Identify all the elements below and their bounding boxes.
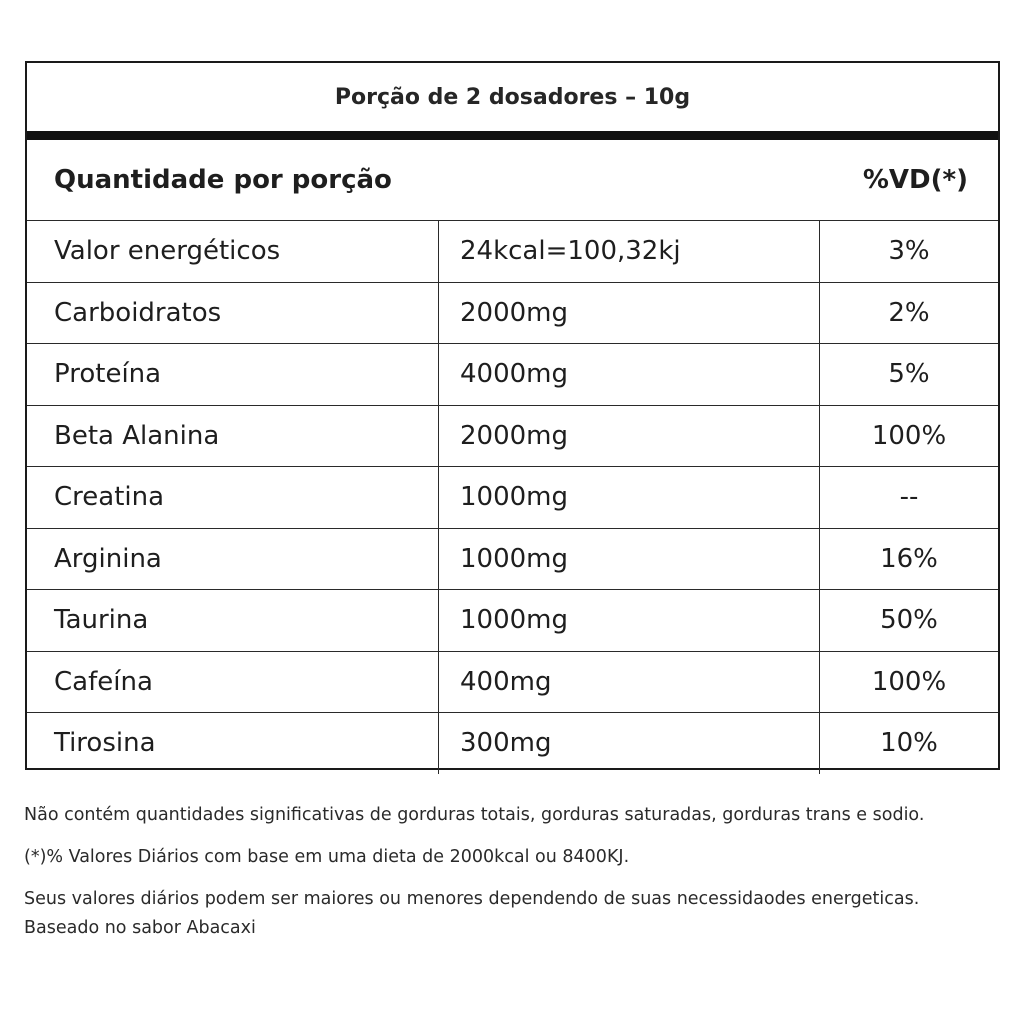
table-row xyxy=(27,221,998,282)
nutrient-amount: 1000mg xyxy=(439,528,820,590)
nutrient-daily-value: 16% xyxy=(820,528,999,590)
nutrient-amount: 400mg xyxy=(439,651,820,713)
nutrient-daily-value: 100% xyxy=(820,651,999,713)
nutrition-table xyxy=(25,61,1000,770)
nutrient-amount: 4000mg xyxy=(439,344,820,406)
nutrient-amount: 300mg xyxy=(439,713,820,774)
portion-size: Porção de 2 dosadores – 10g xyxy=(334,84,691,110)
table-row xyxy=(27,713,998,774)
quantity-per-portion-label: Quantidade por porção xyxy=(54,165,392,195)
nutrient-name: Beta Alanina xyxy=(27,405,439,467)
nutrient-amount: 24kcal=100,32kj xyxy=(439,221,820,282)
nutrient-rows xyxy=(27,221,998,774)
nutrient-amount: 2000mg xyxy=(439,405,820,467)
table-row xyxy=(27,528,998,590)
footnotes xyxy=(24,801,984,956)
nutrient-daily-value: 10% xyxy=(820,713,999,774)
daily-value-label: %VD(*) xyxy=(862,165,968,195)
table-row xyxy=(27,651,998,713)
daily-values-basis-note: (*)% Valores Diários com base em uma dieta de 2000kcal ou 8400KJ. xyxy=(24,847,630,867)
daily-values-variation-note: Seus valores diários podem ser maiores ou menores dependendo de suas necessidaodes energeticas. Baseado no sabor Abacaxi xyxy=(24,889,920,938)
nutrient-amount: 2000mg xyxy=(439,282,820,344)
nutrient-name: Cafeína xyxy=(27,651,439,713)
nutrient-daily-value: 3% xyxy=(820,221,999,282)
quantity-header-row xyxy=(27,140,998,221)
nutrient-amount: 1000mg xyxy=(439,590,820,652)
table-row xyxy=(27,282,998,344)
nutrient-name: Tirosina xyxy=(27,713,439,774)
table-row xyxy=(27,590,998,652)
nutrient-daily-value: 5% xyxy=(820,344,999,406)
table-row xyxy=(27,405,998,467)
nutrient-daily-value: 2% xyxy=(820,282,999,344)
table-row xyxy=(27,344,998,406)
no-significant-amounts-note: Não contém quantidades significativas de gorduras totais, gorduras saturadas, gorduras trans e sodio. xyxy=(24,805,925,825)
nutrient-name: Proteína xyxy=(27,344,439,406)
nutrient-name: Creatina xyxy=(27,467,439,529)
table-row xyxy=(27,467,998,529)
header-divider xyxy=(27,131,998,140)
nutrient-name: Taurina xyxy=(27,590,439,652)
nutrient-daily-value: -- xyxy=(820,467,999,529)
nutrient-daily-value: 50% xyxy=(820,590,999,652)
nutrient-name: Valor energéticos xyxy=(54,236,281,267)
nutrient-name: Arginina xyxy=(27,528,439,590)
nutrient-amount: 1000mg xyxy=(439,467,820,529)
nutrient-daily-value: 100% xyxy=(820,405,999,467)
nutrient-name: Carboidratos xyxy=(27,282,439,344)
